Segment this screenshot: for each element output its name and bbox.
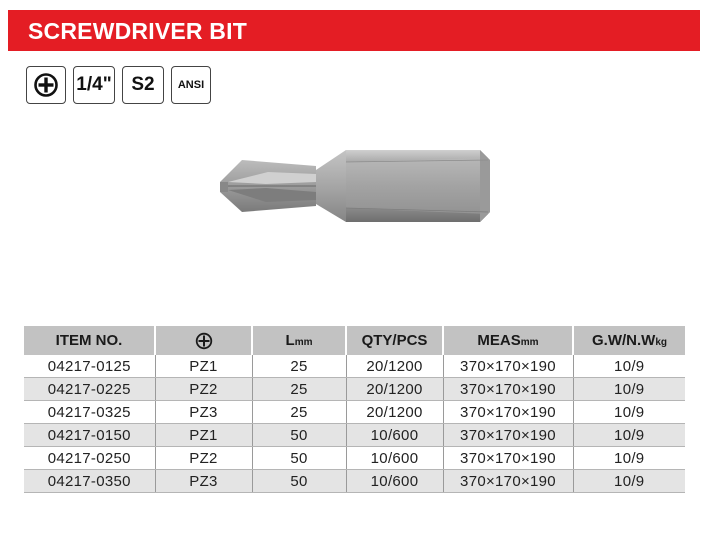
cell-meas: 370×170×190 <box>443 401 573 424</box>
meas-label: MEAS <box>477 332 521 349</box>
cell-meas: 370×170×190 <box>443 355 573 378</box>
cell-qty: 10/600 <box>346 447 443 470</box>
cell-weight: 10/9 <box>573 424 685 447</box>
cell-tip: PZ1 <box>155 355 252 378</box>
cell-item-no: 04217-0350 <box>24 470 155 493</box>
col-header-length <box>252 326 346 355</box>
col-header-meas <box>443 326 573 355</box>
cell-weight: 10/9 <box>573 401 685 424</box>
length-unit: mm <box>294 337 313 348</box>
cell-length: 25 <box>252 401 346 424</box>
standard-badge: ANSI <box>171 66 211 104</box>
cell-tip: PZ2 <box>155 378 252 401</box>
cell-tip: PZ3 <box>155 401 252 424</box>
cell-meas: 370×170×190 <box>443 447 573 470</box>
page-title: SCREWDRIVER BIT <box>28 18 247 44</box>
cell-qty: 20/1200 <box>346 355 443 378</box>
cell-length: 50 <box>252 447 346 470</box>
cell-qty: 10/600 <box>346 424 443 447</box>
cell-length: 25 <box>252 378 346 401</box>
cell-meas: 370×170×190 <box>443 378 573 401</box>
table-row <box>24 355 685 378</box>
weight-unit: kg <box>655 337 667 348</box>
cell-tip: PZ1 <box>155 424 252 447</box>
cell-weight: 10/9 <box>573 355 685 378</box>
cell-weight: 10/9 <box>573 447 685 470</box>
cell-qty: 10/600 <box>346 470 443 493</box>
cell-tip: PZ2 <box>155 447 252 470</box>
meas-unit: mm <box>520 337 539 348</box>
table-row <box>24 470 685 493</box>
cell-item-no: 04217-0225 <box>24 378 155 401</box>
screwdriver-bit-illustration <box>208 138 498 234</box>
pozidriv-tip-icon <box>195 332 213 350</box>
cell-meas: 370×170×190 <box>443 470 573 493</box>
title-banner <box>8 10 700 51</box>
table-row <box>24 447 685 470</box>
cell-item-no: 04217-0150 <box>24 424 155 447</box>
cell-item-no: 04217-0250 <box>24 447 155 470</box>
cell-qty: 20/1200 <box>346 378 443 401</box>
cell-qty: 20/1200 <box>346 401 443 424</box>
cell-weight: 10/9 <box>573 378 685 401</box>
drive-type-badge <box>26 66 66 104</box>
length-label: L <box>285 332 295 349</box>
weight-label: G.W/N.W <box>592 332 656 349</box>
table-row <box>24 401 685 424</box>
col-header-tip <box>155 326 252 355</box>
table-row <box>24 378 685 401</box>
size-badge: 1/4" <box>73 66 115 104</box>
phillips-pozidriv-icon <box>33 72 59 98</box>
cell-length: 50 <box>252 424 346 447</box>
table-row <box>24 424 685 447</box>
table-header-row <box>24 326 685 355</box>
cell-meas: 370×170×190 <box>443 424 573 447</box>
col-header-qty: QTY/PCS <box>346 326 443 355</box>
cell-weight: 10/9 <box>573 470 685 493</box>
product-spec-table <box>24 326 685 493</box>
cell-length: 50 <box>252 470 346 493</box>
material-badge: S2 <box>122 66 164 104</box>
cell-item-no: 04217-0325 <box>24 401 155 424</box>
cell-length: 25 <box>252 355 346 378</box>
col-header-weight <box>573 326 685 355</box>
cell-tip: PZ3 <box>155 470 252 493</box>
col-header-item-no: ITEM NO. <box>24 326 155 355</box>
cell-item-no: 04217-0125 <box>24 355 155 378</box>
